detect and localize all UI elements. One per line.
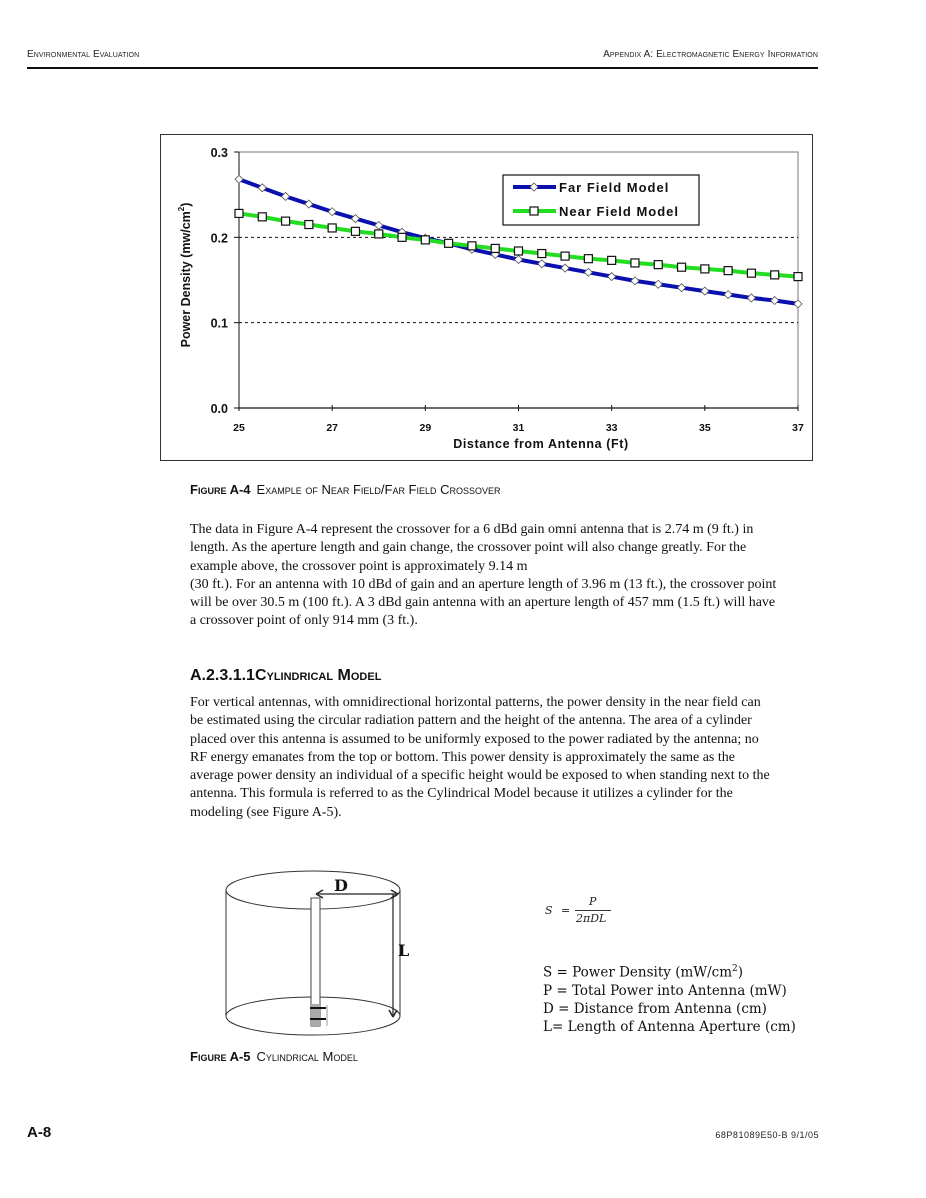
x-axis-label: Distance from Antenna (Ft) (453, 437, 629, 451)
paragraph-line: example above, the crossover point is approximately 9.14 m (190, 558, 528, 574)
legend-label: Far Field Model (559, 180, 670, 195)
y-axis-label: Power Density $(mw/cm^2)$ (177, 202, 193, 348)
near-field-point (305, 221, 313, 229)
paragraph-line: a crossover point of only 914 mm (3 ft.). (190, 613, 418, 629)
formula-definitions (543, 960, 796, 1036)
formula-equals: = (561, 904, 571, 917)
near-field-point (398, 233, 406, 241)
far-field-point (584, 268, 592, 276)
running-header-left: Environmental Evaluation (27, 49, 140, 60)
x-tick-label: 31 (512, 422, 525, 434)
diagram-d-label: D (334, 876, 348, 895)
near-field-point (351, 227, 359, 235)
paragraph-line: RF energy emanates from the top or bottom. This power density is approximately the same as the (190, 749, 735, 765)
near-field-point (258, 213, 266, 221)
paragraph-line: modeling (see Figure A-5). (190, 804, 342, 820)
far-field-point (538, 260, 546, 268)
far-field-point (771, 296, 779, 304)
legend-marker-square (530, 207, 538, 215)
y-tick-label: 0.2 (210, 231, 228, 246)
document-id: 68P81089E50-B 9/1/05 (715, 1130, 819, 1140)
x-tick-label: 37 (792, 422, 804, 434)
definition-s (543, 960, 796, 982)
x-tick-label: 33 (605, 422, 618, 434)
definition-s-sup: 2 (732, 964, 738, 974)
formula-denominator: 2πDL (576, 912, 607, 925)
section-title: Cylindrical Model (254, 667, 382, 684)
x-tick-label: 29 (419, 422, 432, 434)
near-field-point (375, 230, 383, 238)
x-tick-label: 25 (233, 422, 245, 434)
near-field-point (421, 236, 429, 244)
near-field-point (701, 265, 709, 273)
running-header-right: Appendix A: Electromagnetic Energy Information (603, 49, 818, 60)
distance-arrow (316, 890, 398, 898)
near-field-point (654, 261, 662, 269)
definition-l: L= Length of Antenna Aperture (cm) (543, 1018, 796, 1035)
near-field-point (724, 267, 732, 275)
legend-label: Near Field Model (559, 204, 680, 219)
section-heading (190, 667, 381, 685)
paragraph-cylindrical (190, 694, 820, 822)
chart-legend (503, 175, 699, 225)
far-field-point (794, 300, 802, 308)
paragraph-line: For vertical antennas, with omnidirectional horizontal patterns, the power density in the near field can (190, 695, 761, 710)
near-field-point (608, 256, 616, 264)
near-field-point (491, 244, 499, 252)
far-field-point (678, 284, 686, 292)
paragraph-line: length. As the aperture length and gain change, the crossover point will also change greatly. For the (190, 540, 747, 556)
figure-a4-title: Example of Near Field/Far Field Crossover (256, 482, 501, 497)
far-field-point (724, 291, 732, 299)
paragraph-line: antenna. This formula is referred to as the Cylindrical Model because it utilizes a cylinder for the (190, 786, 733, 802)
diagram-l-label: L (398, 941, 410, 960)
far-field-point (515, 256, 523, 264)
near-field-point (584, 255, 592, 263)
paragraph-line: will be over 30.5 m (100 ft.). A 3 dBd gain antenna with an aperture length of 457 mm (1.5 ft.) will have (190, 595, 776, 611)
figure-a4-chart (160, 134, 813, 461)
figure-a4-label: Figure A-4 (190, 482, 251, 497)
paragraph-line: average power density an individual of a specific height would be exposed to when standing next to the (190, 768, 770, 784)
near-field-point (445, 239, 453, 247)
near-field-point (235, 209, 243, 217)
formula-lhs: S (545, 904, 553, 917)
length-arrow (389, 894, 397, 1017)
formula-numerator: P (589, 895, 597, 908)
paragraph-crossover (190, 521, 820, 631)
far-field-point (561, 264, 569, 272)
figure-a5-label: Figure A-5 (190, 1049, 251, 1064)
page-number: A-8 (27, 1124, 52, 1141)
definition-p: P = Total Power into Antenna (mW) (543, 982, 787, 999)
far-field-point (608, 273, 616, 281)
far-field-point (701, 287, 709, 295)
near-field-point (538, 250, 546, 258)
near-field-point (747, 269, 755, 277)
near-field-point (328, 224, 336, 232)
y-tick-label: 0.3 (210, 146, 228, 160)
far-field-point (747, 294, 755, 302)
near-field-point (631, 259, 639, 267)
section-number: A.2.3.1.1 (190, 667, 255, 684)
near-field-point (678, 263, 686, 271)
near-field-point (515, 247, 523, 255)
chart-svg (161, 135, 814, 462)
near-field-point (468, 242, 476, 250)
x-tick-label: 35 (698, 422, 711, 434)
fraction-bar (575, 910, 611, 911)
near-field-point (794, 273, 802, 281)
definition-s-text: S = Power Density (mW/cm (543, 964, 733, 981)
far-field-point (631, 277, 639, 285)
paragraph-line: be estimated using the circular radiation pattern and the height of the antenna. The area of a cylinder (190, 713, 752, 729)
paragraph-line: placed over this antenna is assumed to be uniformly exposed to the power radiated by the antenna; no (190, 731, 759, 747)
figure-a5-title: Cylindrical Model (256, 1049, 358, 1064)
definition-d: D = Distance from Antenna (cm) (543, 1000, 767, 1017)
paragraph-line: The data in Figure A-4 represent the crossover for a 6 dBd gain omni antenna that is 2.74 m (9 ft.) in (190, 522, 754, 537)
y-tick-label: 0.1 (210, 316, 228, 331)
near-field-point (282, 217, 290, 225)
figure-a5-caption (190, 1049, 358, 1064)
paragraph-line: (30 ft.). For an antenna with 10 dBd of gain and an aperture length of 3.96 m (13 ft.), the crossover point (190, 576, 777, 592)
y-tick-label: 0.0 (210, 402, 228, 416)
definition-s-close: ) (737, 964, 744, 981)
figure-a4-caption (190, 482, 501, 497)
near-field-point (771, 271, 779, 279)
near-field-point (561, 252, 569, 260)
cylinder-diagram (200, 860, 440, 1045)
far-field-point (654, 280, 662, 288)
header-rule (27, 67, 818, 69)
x-tick-label: 27 (326, 422, 339, 434)
